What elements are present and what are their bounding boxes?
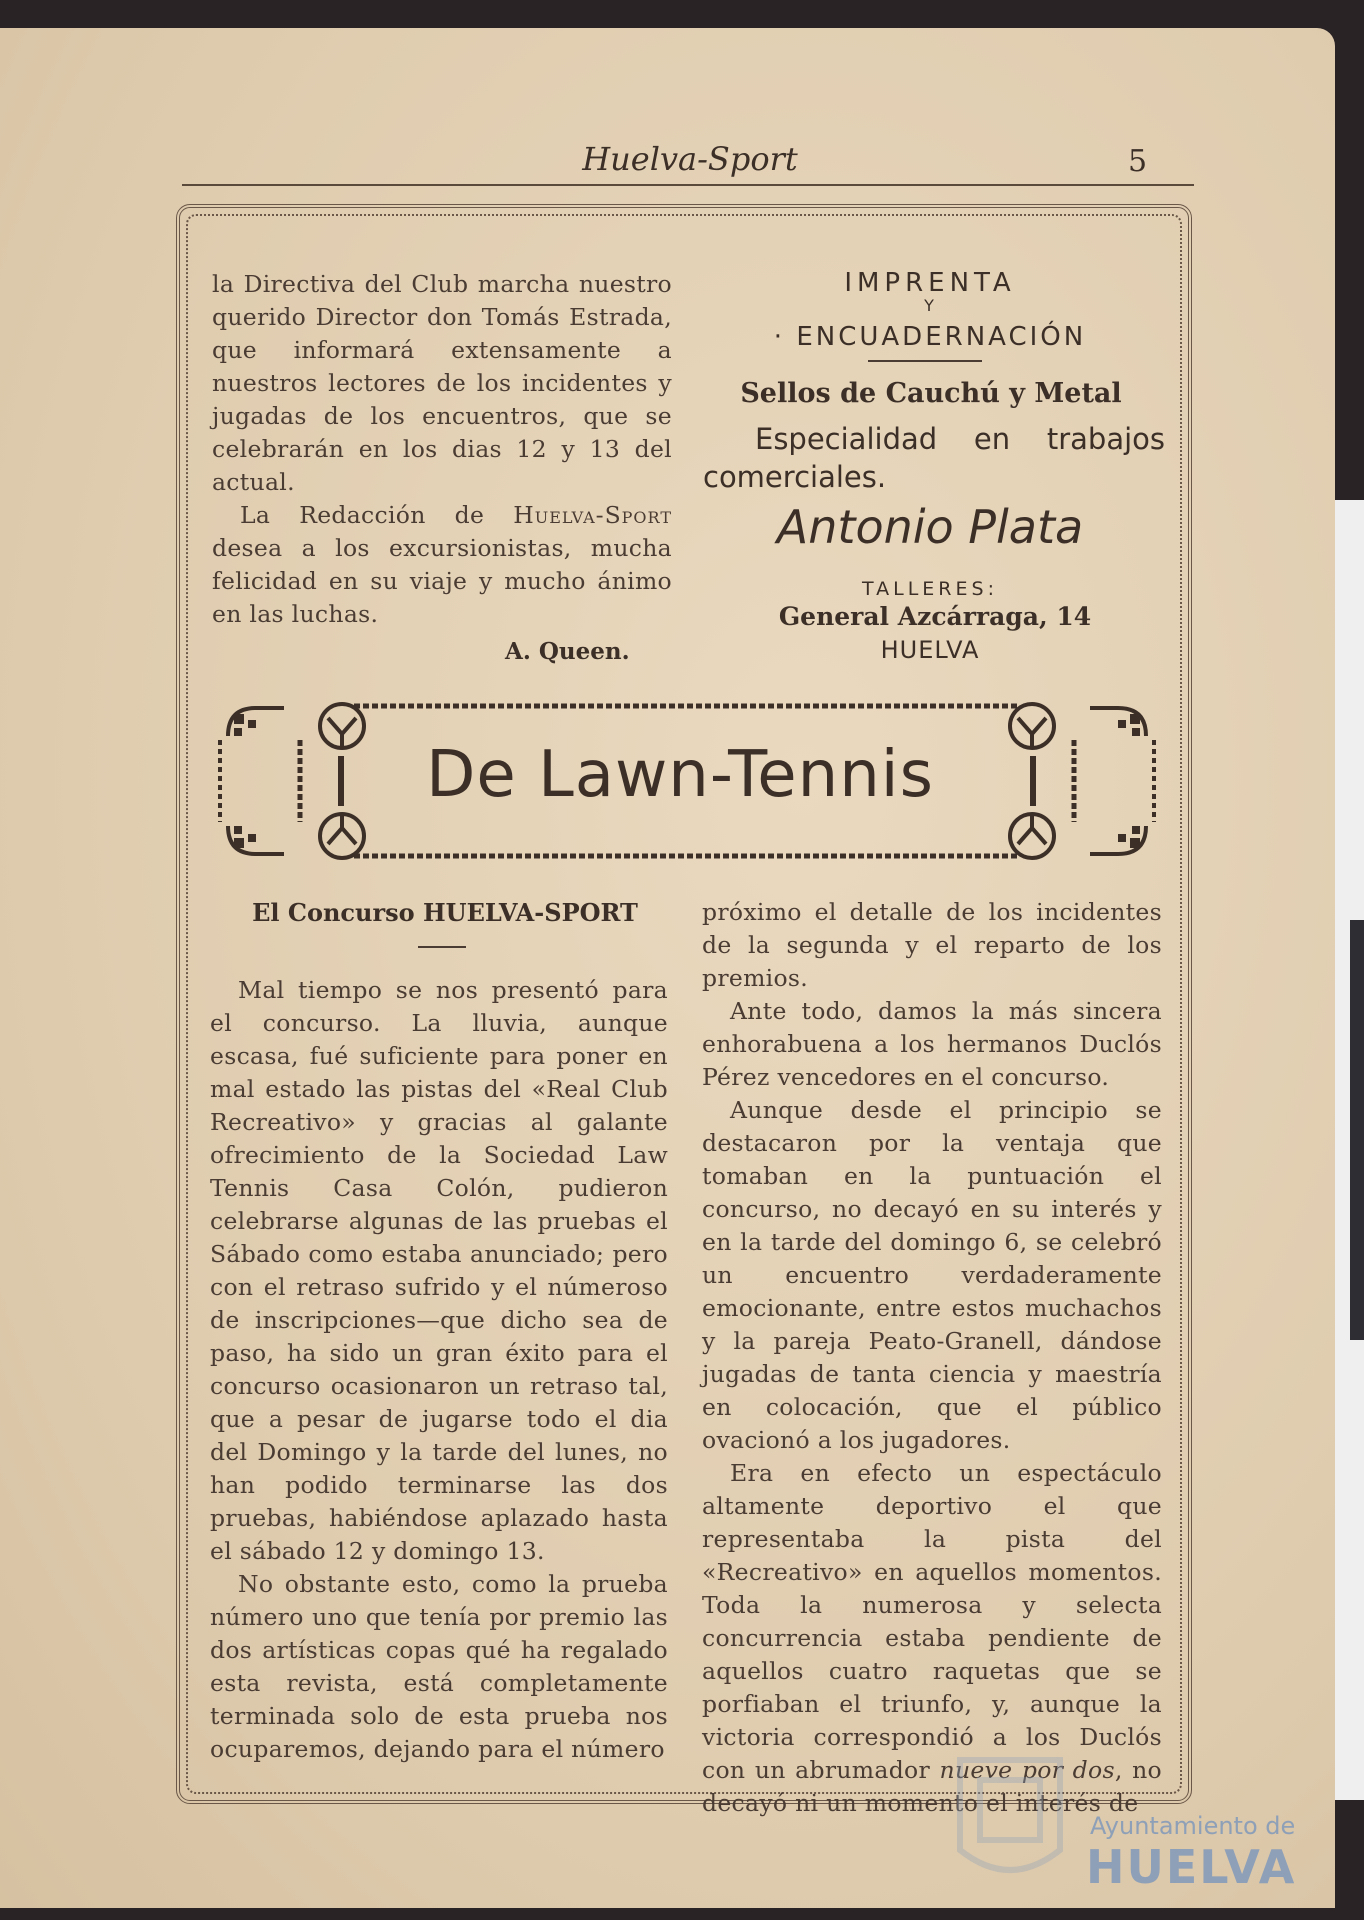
right-column [702,896,1162,1820]
ad-address: General Azcárraga, 14 [778,602,1092,631]
header-rule [182,184,1194,186]
paragraph: No obstante esto, como la prueba número uno que tenía por premio las dos artísticas copas qué ha regalado esta revista, está completamente terminada solo de esta prueba nos ocuparemos, dejando para el número [210,1570,668,1763]
watermark-line2: HUELVA [1086,1840,1297,1894]
ad-sellos: Sellos de Cauchú y Metal [740,378,1122,409]
watermark-line1: Ayuntamiento de [1090,1812,1296,1840]
paragraph: próximo el detalle de los incidentes de la segunda y el reparto de los premios. [702,898,1162,992]
ad-y: Y [924,296,936,315]
ad-encuadernacion: · ENCUADERNACIÓN [773,322,1087,352]
paragraph: Era en efecto un espectáculo altamente deportivo el que representaba la pista del «Recreativo» en aquellos momentos. Toda la numerosa y selecta concurrencia estaba pendiente de aquellos cuatro raquetas que se porfiaban el triunfo, y, aunque la victoria correspondió a los Duclós con un abrumador nueve por dos, no decayó ni un momento el interés de [702,1459,1162,1817]
signature: A. Queen. [505,638,630,665]
ad-especialidad: Especialidad en trabajos comerciales. [703,422,1165,494]
ad-imprenta: IMPRENTA [844,268,1016,298]
ad-city: HUELVA [880,636,980,664]
paragraph: Ante todo, damos la más sincera enhorabuena a los hermanos Duclós Pérez vencedores en el concurso. [702,997,1162,1091]
paragraph: Aunque desde el principio se destacaron por la ventaja que tomaban en la puntuación el concurso, no decayó en su interés y en la tarde del domingo 6, se celebró un encuentro verdaderamente emocionante, entre estos muchachos y la pareja Peato-Granell, dándose jugadas de tanta ciencia y maestría en colocación, que el público ovacionó a los jugadores. [702,1096,1162,1454]
ad-business-name: Antonio Plata [776,500,1084,554]
section-title: El Concurso HUELVA-SPORT [252,898,638,927]
excursion-article [212,268,672,631]
page-number: 5 [1128,144,1148,179]
section-rule [418,946,466,948]
running-header-title: Huelva-Sport [582,140,798,178]
ad-talleres: TALLERES: [862,578,998,600]
paragraph: la Directiva del Club marcha nuestro querido Director don Tomás Estrada, que informará extensamente a nuestros lectores de los incidentes y jugadas de los encuentros, que se celebrarán en los dias 12 y 13 del actual. [212,270,672,496]
banner-title: De Lawn-Tennis [426,738,934,812]
magazine-name: Huelva-Sport [513,501,672,529]
ad-rule [868,360,982,362]
paragraph: Mal tiempo se nos presentó para el concurso. La lluvia, aunque escasa, fué suficiente para poner en mal estado las pistas del «Real Club Recreativo» y gracias al galante ofrecimiento de la Sociedad Law Tennis Casa Colón, pudieron celebrarse algunas de las pruebas el Sábado como estaba anunciado; pero con el retraso sufrido y el númeroso de inscripciones—que dicho sea de paso, ha sido un gran éxito para el concurso ocasionaron un retraso tal, que a pesar de jugarse todo el dia del Domingo y la tarde del lunes, no han podido terminarse las dos pruebas, habiéndose aplazado hasta el sábado 12 y domingo 13. [210,976,668,1565]
score-italic: nueve por dos [939,1756,1115,1784]
paragraph: La Redacción de Huelva-Sport desea a los excursionistas, mucha felicidad en su viaje y mucho ánimo en las luchas. [212,501,672,628]
page-edge-dark-strip [1350,920,1364,1340]
left-column [210,974,668,1766]
